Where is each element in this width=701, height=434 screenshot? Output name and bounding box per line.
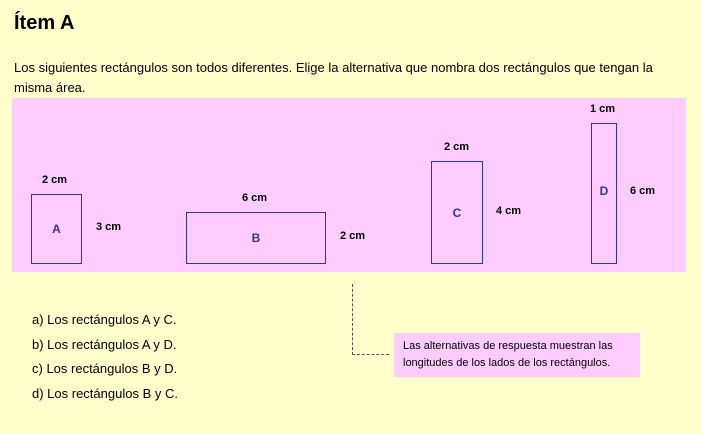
rectangles-figure [12,98,686,272]
note-callout: Las alternativas de respuesta muestran las longitudes de los lados de los rectángulos. [394,333,640,377]
item-title: Ítem A [14,12,75,34]
option-b[interactable]: b) Los rectángulos A y D. [32,336,177,352]
rect-d-width-label: 1 cm [590,103,616,115]
answer-options [32,308,178,406]
rectangle-d: D [591,123,617,264]
rect-b-height-label: 2 cm [340,230,366,242]
option-a[interactable]: a) Los rectángulos A y C. [32,312,177,327]
rectangle-a: A [31,194,82,264]
rectangle-b: B [186,212,326,264]
rect-c-height-label: 4 cm [496,205,522,217]
rect-a-height-label: 3 cm [96,221,122,233]
rect-a-width-label: 2 cm [42,174,68,186]
rectangle-c: C [431,161,483,264]
rect-c-width-label: 2 cm [444,141,470,153]
rect-d-height-label: 6 cm [630,185,656,197]
question-text: Los siguientes rectángulos son todos diferentes. Elige la alternativa que nombra dos rectángulos que tengan la misma área. [14,60,653,95]
callout-connector [352,284,389,355]
option-c[interactable]: c) Los rectángulos B y D. [32,361,178,376]
rect-b-width-label: 6 cm [242,192,268,204]
option-d[interactable]: d) Los rectángulos B y C. [32,385,178,401]
